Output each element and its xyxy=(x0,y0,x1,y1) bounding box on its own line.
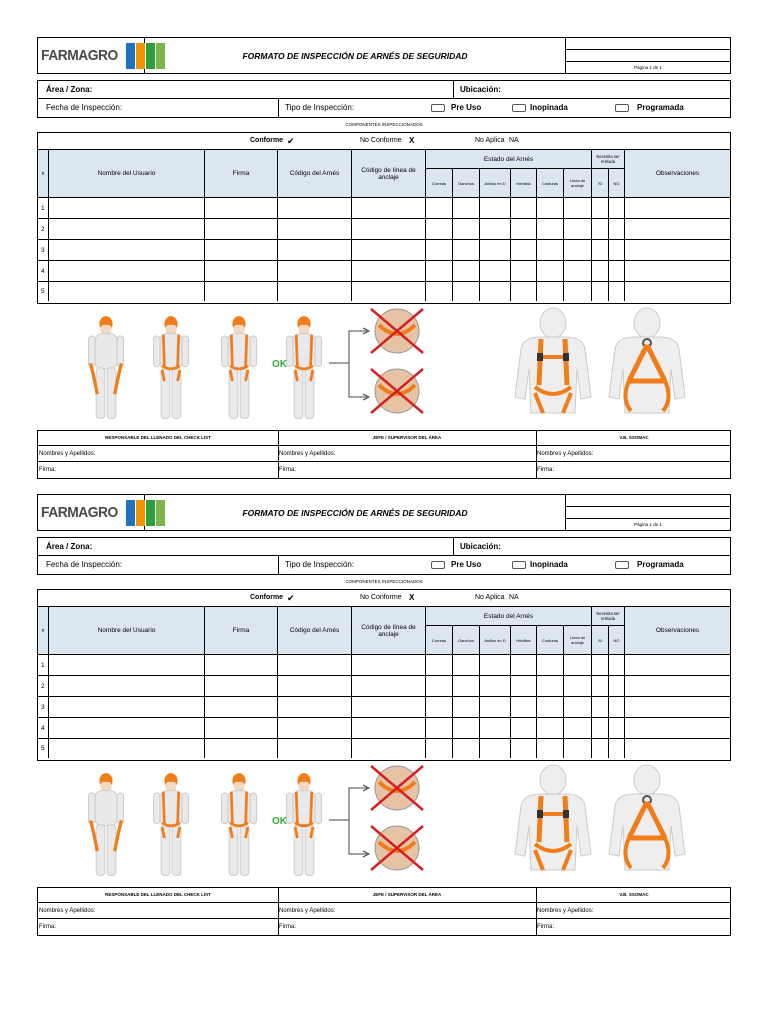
table-cell[interactable] xyxy=(278,240,352,261)
legend-na: NA xyxy=(509,594,519,601)
table-cell[interactable] xyxy=(49,198,205,219)
table-cell[interactable] xyxy=(480,697,511,718)
table-cell[interactable] xyxy=(49,676,205,697)
table-cell[interactable] xyxy=(511,219,537,240)
table-cell[interactable] xyxy=(480,676,511,697)
inopinada-checkbox[interactable] xyxy=(512,104,526,112)
table-cell[interactable] xyxy=(511,697,537,718)
table-cell[interactable] xyxy=(49,261,205,282)
signature-box xyxy=(37,430,731,479)
table-cell[interactable] xyxy=(426,198,453,219)
table-cell[interactable] xyxy=(609,655,625,676)
table-cell[interactable] xyxy=(511,718,537,739)
table-cell[interactable] xyxy=(609,282,625,301)
table-cell[interactable] xyxy=(511,739,537,758)
table-cell[interactable] xyxy=(453,219,480,240)
table-cell[interactable] xyxy=(453,198,480,219)
table-cell[interactable] xyxy=(352,240,426,261)
table-cell[interactable] xyxy=(453,739,480,758)
sig-head-responsable: RESPONSABLE DEL LLENADO DEL CHECK LIST xyxy=(105,892,211,897)
ubicacion-label: Ubicación: xyxy=(460,85,501,94)
table-cell[interactable] xyxy=(352,261,426,282)
farmagro-logo xyxy=(38,38,145,73)
table-cell[interactable] xyxy=(49,282,205,301)
form-header xyxy=(37,494,731,531)
col-costuras: Costuras xyxy=(537,626,564,655)
preuso-checkbox[interactable] xyxy=(431,561,445,569)
sig-firma-2[interactable]: Firma: xyxy=(279,924,296,930)
legend-row xyxy=(38,133,730,150)
harness-illustration-svg xyxy=(37,307,731,425)
table-cell[interactable] xyxy=(537,655,564,676)
table-cell[interactable] xyxy=(625,240,730,261)
table-cell[interactable] xyxy=(625,219,730,240)
table-cell[interactable] xyxy=(592,718,609,739)
table-cell[interactable] xyxy=(480,718,511,739)
table-cell[interactable] xyxy=(426,697,453,718)
row-number: 4 xyxy=(38,261,49,282)
inopinada-checkbox[interactable] xyxy=(512,561,526,569)
inspection-table xyxy=(37,132,731,304)
table-cell[interactable] xyxy=(352,655,426,676)
table-cell[interactable] xyxy=(278,261,352,282)
table-cell[interactable] xyxy=(609,739,625,758)
table-cell[interactable] xyxy=(453,718,480,739)
preuso-label: Pre Uso xyxy=(451,560,482,569)
table-cell[interactable] xyxy=(625,282,730,301)
legend-no-aplica: No Aplica xyxy=(475,137,505,144)
table-cell[interactable] xyxy=(453,282,480,301)
sig-nombres-3[interactable]: Nombres y Apellidos: xyxy=(537,908,594,914)
legend-no-aplica: No Aplica xyxy=(475,594,505,601)
check-mark-icon: ✔ xyxy=(287,136,295,146)
row-number: 2 xyxy=(38,676,49,697)
col-anillos: Anillos en D xyxy=(480,626,511,655)
table-cell[interactable] xyxy=(205,198,278,219)
table-cell[interactable] xyxy=(592,282,609,301)
table-cell[interactable] xyxy=(609,697,625,718)
col-usuario: Nombre del Usuario xyxy=(49,607,205,655)
sig-nombres-3[interactable]: Nombres y Apellidos: xyxy=(537,451,594,457)
tipo-label: Tipo de Inspección: xyxy=(285,560,355,569)
col-retirada: Necesita ser retirada xyxy=(592,607,625,626)
col-ganchos: Ganchos xyxy=(453,169,480,198)
programada-checkbox[interactable] xyxy=(615,561,629,569)
sig-nombres-1[interactable]: Nombres y Apellidos: xyxy=(39,451,96,457)
ubicacion-label: Ubicación: xyxy=(460,542,501,551)
table-cell[interactable] xyxy=(205,676,278,697)
table-cell[interactable] xyxy=(625,676,730,697)
table-cell[interactable] xyxy=(625,718,730,739)
table-cell[interactable] xyxy=(625,655,730,676)
table-cell[interactable] xyxy=(480,240,511,261)
table-cell[interactable] xyxy=(49,739,205,758)
table-cell[interactable] xyxy=(511,261,537,282)
table-cell[interactable] xyxy=(564,739,592,758)
col-observaciones: Observaciones xyxy=(625,607,730,655)
sig-nombres-2[interactable]: Nombres y Apellidos: xyxy=(279,908,336,914)
harness-illustration-svg xyxy=(37,764,731,882)
page-label: Página 1 de 1 xyxy=(634,65,662,70)
legend-row xyxy=(38,590,730,607)
table-cell[interactable] xyxy=(511,240,537,261)
table-cell[interactable] xyxy=(564,697,592,718)
row-number: 3 xyxy=(38,240,49,261)
table-cell[interactable] xyxy=(564,655,592,676)
table-cell[interactable] xyxy=(49,697,205,718)
table-cell[interactable] xyxy=(537,282,564,301)
table-cell[interactable] xyxy=(592,219,609,240)
signature-box xyxy=(37,887,731,936)
table-cell[interactable] xyxy=(426,261,453,282)
table-cell[interactable] xyxy=(480,739,511,758)
table-cell[interactable] xyxy=(609,718,625,739)
harness-illustrations xyxy=(37,307,731,425)
programada-checkbox[interactable] xyxy=(615,104,629,112)
row-number: 5 xyxy=(38,739,49,758)
ok-label: OK xyxy=(272,816,287,827)
table-cell[interactable] xyxy=(480,282,511,301)
sig-firma-2[interactable]: Firma: xyxy=(279,467,296,473)
table-cell[interactable] xyxy=(205,718,278,739)
col-no: NO xyxy=(609,169,625,198)
table-cell[interactable] xyxy=(453,240,480,261)
table-cell[interactable] xyxy=(609,198,625,219)
table-cell[interactable] xyxy=(564,282,592,301)
table-cell[interactable] xyxy=(480,219,511,240)
table-cell[interactable] xyxy=(352,219,426,240)
sig-firma-3[interactable]: Firma: xyxy=(537,924,554,930)
table-cell[interactable] xyxy=(205,240,278,261)
table-cell[interactable] xyxy=(278,697,352,718)
table-cell[interactable] xyxy=(592,655,609,676)
table-cell[interactable] xyxy=(352,739,426,758)
table-cell[interactable] xyxy=(49,219,205,240)
table-cell[interactable] xyxy=(352,697,426,718)
table-cell[interactable] xyxy=(426,739,453,758)
logo-text: FARMAGRO xyxy=(41,504,118,521)
table-cell[interactable] xyxy=(592,697,609,718)
sig-nombres-1[interactable]: Nombres y Apellidos: xyxy=(39,908,96,914)
check-mark-icon: ✔ xyxy=(287,593,295,603)
ok-label: OK xyxy=(272,359,287,370)
legend-conforme: Conforme xyxy=(250,594,284,601)
table-cell[interactable] xyxy=(278,676,352,697)
table-cell[interactable] xyxy=(537,198,564,219)
table-cell[interactable] xyxy=(537,219,564,240)
doc-code-cell xyxy=(566,38,730,50)
table-cell[interactable] xyxy=(426,655,453,676)
table-cell[interactable] xyxy=(480,198,511,219)
table-cell[interactable] xyxy=(278,219,352,240)
table-cell[interactable] xyxy=(426,282,453,301)
row-number: 1 xyxy=(38,655,49,676)
row-number: 3 xyxy=(38,697,49,718)
form-title: FORMATO DE INSPECCIÓN DE ARNÉS DE SEGURIDAD xyxy=(242,50,468,61)
table-cell[interactable] xyxy=(453,697,480,718)
table-cell[interactable] xyxy=(352,676,426,697)
col-codigo-arnes: Código del Arnés xyxy=(278,607,352,655)
table-cell[interactable] xyxy=(511,655,537,676)
table-cell[interactable] xyxy=(205,697,278,718)
col-n: n xyxy=(38,607,49,655)
legend-no-conforme: No Conforme xyxy=(360,137,402,144)
programada-label: Programada xyxy=(637,560,684,569)
row-number: 2 xyxy=(38,219,49,240)
col-correas: Correas xyxy=(426,169,453,198)
form-header xyxy=(37,37,731,74)
col-hebillas: Hebillas xyxy=(511,626,537,655)
table-cell[interactable] xyxy=(564,198,592,219)
legend-no-conforme: No Conforme xyxy=(360,594,402,601)
table-cell[interactable] xyxy=(426,718,453,739)
legend-na: NA xyxy=(509,137,519,144)
row-number: 1 xyxy=(38,198,49,219)
fecha-label: Fecha de Inspección: xyxy=(46,560,123,569)
components-label: COMPONENTES INSPECCIONADOS xyxy=(345,122,423,127)
table-cell[interactable] xyxy=(49,718,205,739)
table-cell[interactable] xyxy=(352,718,426,739)
table-cell[interactable] xyxy=(426,240,453,261)
table-cell[interactable] xyxy=(537,676,564,697)
table-cell[interactable] xyxy=(49,240,205,261)
sig-head-jefe: JEFE / SUPERVISOR DEL ÁREA xyxy=(372,435,442,440)
table-cell[interactable] xyxy=(592,676,609,697)
table-cell[interactable] xyxy=(625,261,730,282)
table-cell[interactable] xyxy=(564,240,592,261)
col-retirada: Necesita ser retirada xyxy=(592,150,625,169)
doc-control-box xyxy=(565,495,730,530)
col-costuras: Costuras xyxy=(537,169,564,198)
col-codigo-arnes: Código del Arnés xyxy=(278,150,352,198)
col-si: SI xyxy=(592,169,609,198)
col-hebillas: Hebillas xyxy=(511,169,537,198)
table-cell[interactable] xyxy=(625,198,730,219)
table-cell[interactable] xyxy=(592,198,609,219)
col-anillos: Anillos en D xyxy=(480,169,511,198)
sig-head-ssomac: V.B. SSOMAC xyxy=(619,435,649,440)
table-cell[interactable] xyxy=(205,219,278,240)
col-firma: Firma xyxy=(205,150,278,198)
sig-nombres-2[interactable]: Nombres y Apellidos: xyxy=(279,451,336,457)
inopinada-label: Inopinada xyxy=(530,103,568,112)
table-cell[interactable] xyxy=(511,676,537,697)
sig-head-responsable: RESPONSABLE DEL LLENADO DEL CHECK LIST xyxy=(105,435,211,440)
info-box xyxy=(37,80,731,118)
col-codigo-linea: Código de línea de anclaje xyxy=(352,607,426,655)
table-cell[interactable] xyxy=(592,240,609,261)
preuso-label: Pre Uso xyxy=(451,103,482,112)
table-cell[interactable] xyxy=(205,261,278,282)
row-number: 4 xyxy=(38,718,49,739)
table-cell[interactable] xyxy=(453,261,480,282)
x-mark-icon: X xyxy=(409,593,415,602)
table-cell[interactable] xyxy=(609,219,625,240)
components-label: COMPONENTES INSPECCIONADOS xyxy=(345,579,423,584)
table-cell[interactable] xyxy=(592,739,609,758)
col-n: n xyxy=(38,150,49,198)
sig-firma-1[interactable]: Firma: xyxy=(39,467,56,473)
page-label: Página 1 de 1 xyxy=(634,522,662,527)
col-no: NO xyxy=(609,626,625,655)
table-cell[interactable] xyxy=(352,282,426,301)
table-cell[interactable] xyxy=(609,261,625,282)
col-estado: Estado del Arnés xyxy=(426,607,592,626)
tipo-label: Tipo de Inspección: xyxy=(285,103,355,112)
doc-version-cell xyxy=(566,507,730,519)
table-cell[interactable] xyxy=(564,718,592,739)
sig-firma-3[interactable]: Firma: xyxy=(537,467,554,473)
table-cell[interactable] xyxy=(426,676,453,697)
table-cell[interactable] xyxy=(537,240,564,261)
programada-label: Programada xyxy=(637,103,684,112)
table-cell[interactable] xyxy=(609,240,625,261)
table-cell[interactable] xyxy=(205,739,278,758)
table-cell[interactable] xyxy=(278,282,352,301)
sig-head-ssomac: V.B. SSOMAC xyxy=(619,892,649,897)
table-cell[interactable] xyxy=(625,739,730,758)
fecha-label: Fecha de Inspección: xyxy=(46,103,123,112)
x-mark-icon: X xyxy=(409,136,415,145)
area-label: Área / Zona: xyxy=(46,542,93,551)
table-cell[interactable] xyxy=(511,198,537,219)
table-cell[interactable] xyxy=(564,261,592,282)
col-si: SI xyxy=(592,626,609,655)
row-number: 5 xyxy=(38,282,49,301)
col-codigo-linea: Código de línea de anclaje xyxy=(352,150,426,198)
col-linea-anclaje: Línea de anclaje xyxy=(564,169,592,198)
table-cell[interactable] xyxy=(453,655,480,676)
table-cell[interactable] xyxy=(278,198,352,219)
info-box xyxy=(37,537,731,575)
table-cell[interactable] xyxy=(537,261,564,282)
logo-text: FARMAGRO xyxy=(41,47,118,64)
table-cell[interactable] xyxy=(511,282,537,301)
form-title: FORMATO DE INSPECCIÓN DE ARNÉS DE SEGURIDAD xyxy=(242,507,468,518)
table-cell[interactable] xyxy=(205,282,278,301)
table-cell[interactable] xyxy=(564,676,592,697)
table-cell[interactable] xyxy=(537,697,564,718)
table-cell[interactable] xyxy=(609,676,625,697)
col-usuario: Nombre del Usuario xyxy=(49,150,205,198)
legend-conforme: Conforme xyxy=(250,137,284,144)
table-cell[interactable] xyxy=(278,655,352,676)
inopinada-label: Inopinada xyxy=(530,560,568,569)
doc-control-box xyxy=(565,38,730,73)
table-cell[interactable] xyxy=(278,739,352,758)
table-cell[interactable] xyxy=(352,198,426,219)
farmagro-logo xyxy=(38,495,145,530)
col-ganchos: Ganchos xyxy=(453,626,480,655)
area-label: Área / Zona: xyxy=(46,85,93,94)
table-cell[interactable] xyxy=(278,718,352,739)
inspection-table xyxy=(37,589,731,761)
doc-version-cell xyxy=(566,50,730,62)
table-cell[interactable] xyxy=(480,261,511,282)
col-linea-anclaje: Línea de anclaje xyxy=(564,626,592,655)
col-correas: Correas xyxy=(426,626,453,655)
table-cell[interactable] xyxy=(592,261,609,282)
doc-code-cell xyxy=(566,495,730,507)
table-cell[interactable] xyxy=(537,739,564,758)
table-cell[interactable] xyxy=(480,655,511,676)
table-cell[interactable] xyxy=(564,219,592,240)
col-observaciones: Observaciones xyxy=(625,150,730,198)
preuso-checkbox[interactable] xyxy=(431,104,445,112)
col-estado: Estado del Arnés xyxy=(426,150,592,169)
sig-firma-1[interactable]: Firma: xyxy=(39,924,56,930)
harness-illustrations xyxy=(37,764,731,882)
table-cell[interactable] xyxy=(426,219,453,240)
table-cell[interactable] xyxy=(537,718,564,739)
col-firma: Firma xyxy=(205,607,278,655)
table-cell[interactable] xyxy=(453,676,480,697)
sig-head-jefe: JEFE / SUPERVISOR DEL ÁREA xyxy=(372,892,442,897)
table-cell[interactable] xyxy=(205,655,278,676)
table-cell[interactable] xyxy=(625,697,730,718)
table-cell[interactable] xyxy=(49,655,205,676)
